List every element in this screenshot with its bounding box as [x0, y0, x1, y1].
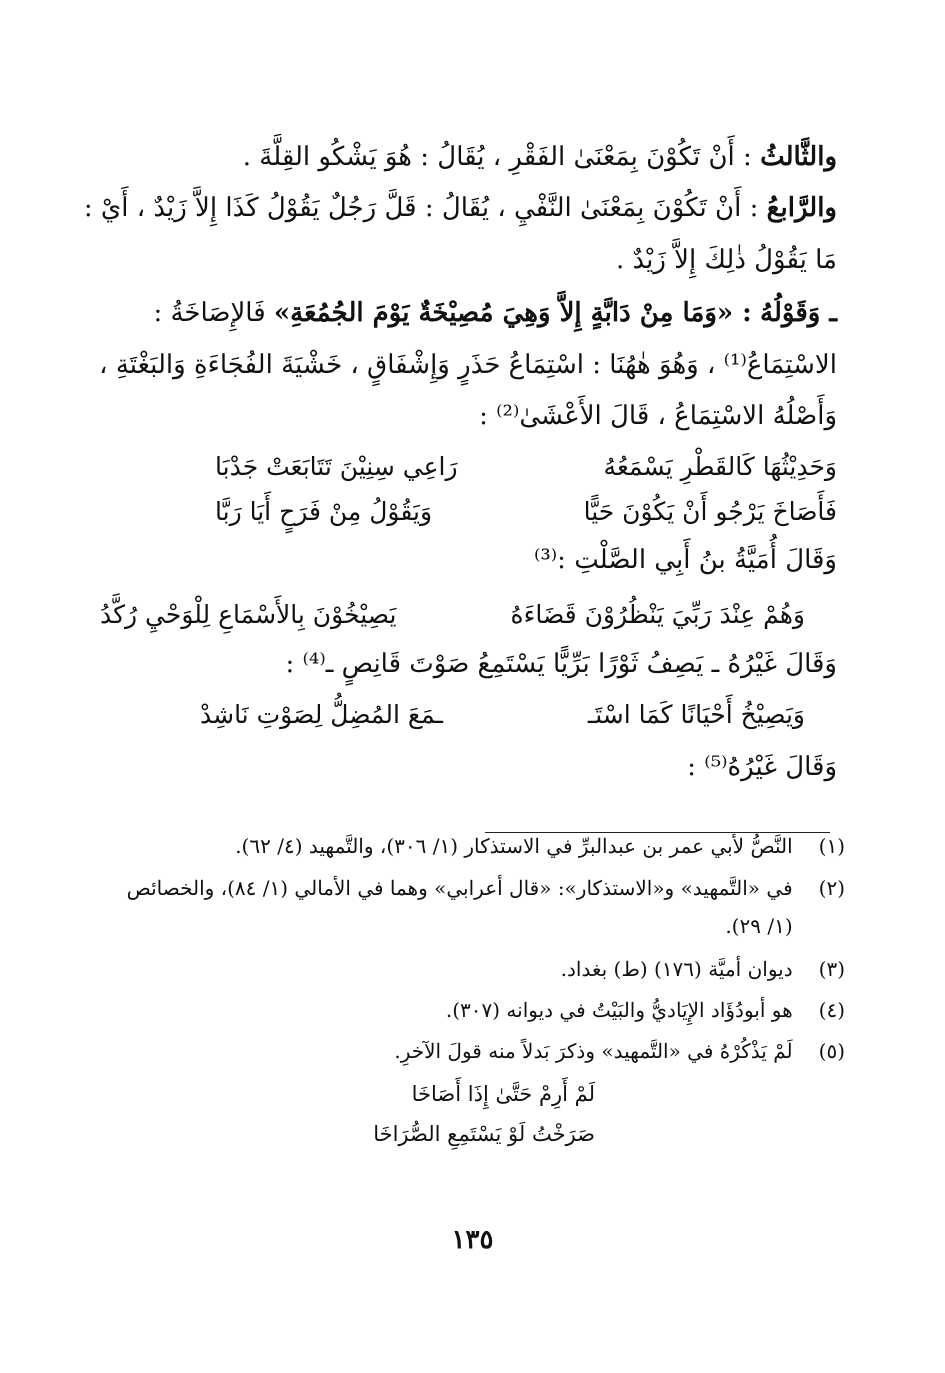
footnote-number: (١) — [818, 834, 845, 858]
verse-2-second-hemistich: وَيَقُوْلُ مِنْ فَرَحٍ أَيَا رَبَّا — [215, 497, 433, 526]
footnote-number: (٣) — [818, 957, 845, 981]
term-saying: ـ وَقَوْلُهُ — [760, 298, 837, 328]
footnote-2-continued — [115, 910, 845, 942]
paragraph-line-6 — [90, 396, 837, 436]
footnote-text: ديوان أميَّة (١٧٦) (ط) بغداد. — [560, 957, 793, 981]
footnote-4 — [115, 994, 845, 1026]
paragraph-line-3 — [90, 240, 837, 280]
footnote-number: (٥) — [818, 1039, 845, 1063]
footnote-text: لَمْ يَذْكُرْهُ في «التَّمهيد» وذكرَ بَدلاً منه قولَ الآخرِ. — [394, 1039, 793, 1063]
paragraph-line-1 — [90, 137, 837, 177]
footnote-2 — [115, 872, 845, 904]
definition-third: : أَنْ تَكُوْنَ بِمَعْنَىٰ الفَقْرِ ، يُقَالُ : هُوَ يَشْكُو القِلَّةَ . — [242, 142, 752, 172]
verse-4-second-hemistich: ـمَعَ المُضِلُّ لِصَوْتِ نَاشِدْ — [200, 700, 443, 729]
verse-1-first-hemistich: وَحَدِيْثُهَا كَالقَطْرِ يَسْمَعُهُ — [603, 452, 837, 481]
verse-2-first-hemistich: فَأَصَاخَ يَرْجُو أَنْ يَكُوْنَ حَيًّا — [583, 497, 837, 526]
paragraph-line-7 — [90, 540, 837, 580]
footnote-text: النَّصُّ لأبي عمر بن عبدالبرِّ في الاستذكار (١/ ٣٠٦)، والتَّمهيد (٤/ ٦٢). — [235, 834, 793, 858]
footnote-1 — [115, 830, 845, 862]
footnote-3 — [115, 953, 845, 985]
line-text: فَالإِصَاخَةُ : — [153, 298, 266, 328]
footnote-text: (١/ ٢٩). — [725, 914, 793, 938]
definition-fourth: : أَنْ تَكُوْنَ بِمَعْنَىٰ النَّفْيِ ، يُقَالُ : قَلَّ رَجُلٌ يَقُوْلُ كَذَا إِلاَّ زَيْدٌ ، أَيْ : — [83, 193, 759, 223]
footnote-poem-line-1: لَمْ أَرِمْ حَتَّىٰ إِذَا أَصَاخَا — [411, 1082, 595, 1106]
footnote-text: في «التَّمهيد» و«الاستذكار»: «قال أعرابي» وهما في الأمالي (١/ ٨٤)، والخصائص — [126, 876, 793, 900]
line-text: وَأَصْلُهُ الاسْتِمَاعُ ، قَالَ الأَعْشَىٰ⁽²⁾ : — [479, 401, 837, 431]
paragraph-line-5 — [90, 345, 837, 385]
line-text: الاسْتِمَاعُ⁽¹⁾ ، وَهُوَ هٰهُنَا : اسْتِمَاعُ حَذَرٍ وَإِشْفَاقٍ ، خَشْيَةَ الفُجَاءَةِ وَالبَغْتَةِ ، — [99, 350, 837, 380]
verse-3-first-hemistich: وَهُمْ عِنْدَ رَبِّيَ يَنْظُرُوْنَ قَضَاءَهُ — [510, 600, 805, 629]
verse-3-second-hemistich: يَصِيْخُوْنَ بِالأَسْمَاعِ لِلْوَحْيِ رُكَّدُ — [100, 600, 397, 629]
line-text: وَقَالَ أُمَيَّةُ بنُ أَبِي الصَّلْتِ :⁽³⁾ — [533, 545, 837, 575]
line-text: وَقَالَ غَيْرُهُ⁽⁵⁾ : — [687, 752, 837, 782]
line-text: وَقَالَ غَيْرُهُ ـ يَصِفُ ثَوْرًا بَرِّيًّا يَسْتَمِعُ صَوْتَ قَانِصٍ ـ⁽⁴⁾ : — [285, 649, 837, 679]
footnote-number: (٤) — [818, 998, 845, 1022]
page-number: ١٣٥ — [451, 1225, 494, 1255]
line-text: مَا يَقُوْلُ ذٰلِكَ إِلاَّ زَيْدٌ . — [615, 245, 837, 275]
paragraph-line-8 — [90, 644, 837, 684]
verse-1-second-hemistich: رَاعِي سِنِيْنَ تَتَابَعَتْ جَدْبَا — [215, 452, 458, 481]
paragraph-line-9 — [90, 747, 837, 787]
term-third: والثَّالثُ — [760, 142, 837, 172]
footnote-5 — [115, 1035, 845, 1067]
paragraph-line-2 — [83, 188, 837, 228]
verse-4-first-hemistich: وَيَصِيْخُ أَحْيَانًا كَمَا اسْتَـ — [587, 700, 805, 729]
footnote-number: (٢) — [818, 876, 845, 900]
term-fourth: والرَّابعُ — [766, 193, 837, 223]
footnote-poem-line-2: صَرَخْتُ لَوْ يَسْتَمِعِ الصُّرَاخَا — [373, 1122, 595, 1146]
hadith-quote: : «وَمَا مِنْ دَابَّةٍ إِلاَّ وَهِيَ مُصِيْخَةٌ يَوْمَ الجُمُعَةِ» — [273, 298, 752, 328]
paragraph-line-4 — [90, 293, 837, 333]
footnote-text: هو أبودُؤَاد الإِيَاديُّ والبَيْتُ في ديوانه (٣٠٧). — [445, 998, 793, 1022]
